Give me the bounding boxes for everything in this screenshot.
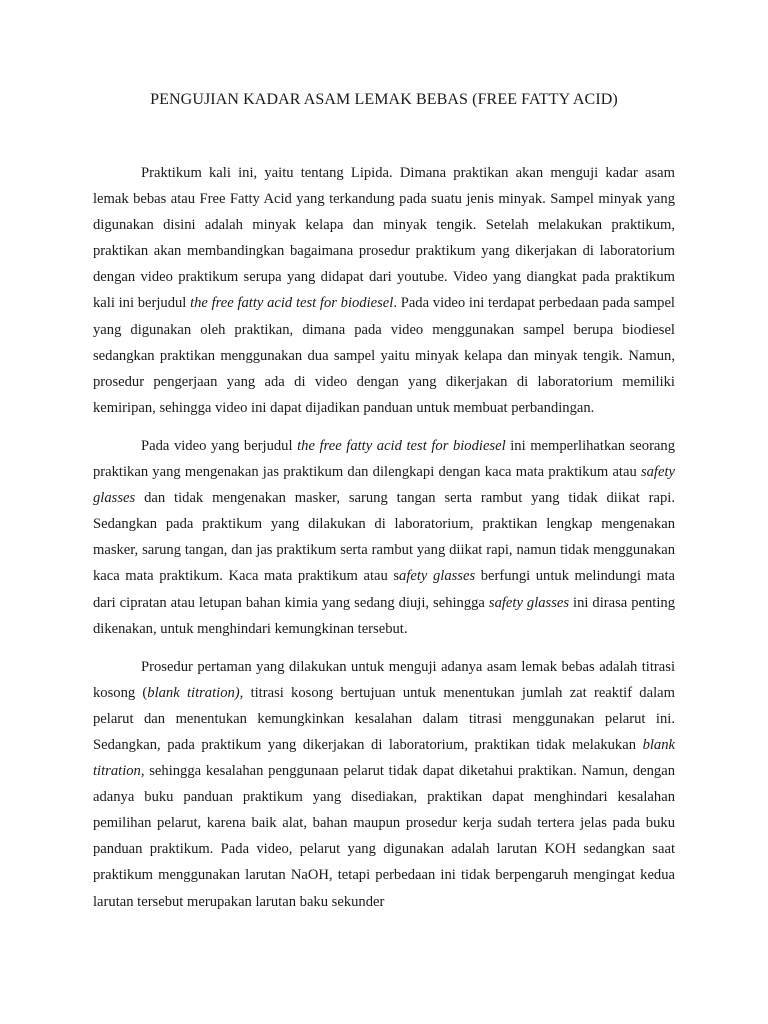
body-paragraph <box>93 654 675 915</box>
italic-text-run: safety glasses <box>488 594 570 611</box>
italic-text-run: afety glasses <box>399 568 476 585</box>
body-paragraph <box>93 433 675 642</box>
text-run: sehingga kesalahan penggunaan pelarut tidak dapat diketahui praktikan. Namun, dengan adanya buku panduan praktikum yang disediakan, praktikan dapat menghindari kesalahan pemilihan pelarut, karena baik alat, bahan maupun prosedur kerja sudah tertera jelas pada buku panduan praktikum. Pada video, pelarut yang digunakan adalah larutan KOH sedangkan saat praktikum menggunakan larutan NaOH, tetapi perbedaan ini tidak berpengaruh mengingat kedua larutan tersebut merupakan larutan baku sekunder <box>93 763 675 910</box>
text-run: ini memperlihatkan seorang praktikan yang mengenakan jas praktikum dan dilengkapi dengan kaca mata praktikum atau <box>93 437 675 481</box>
italic-text-run: the free fatty acid test for biodiesel <box>297 437 506 454</box>
body-paragraph <box>93 160 675 421</box>
text-run: Praktikum kali ini, yaitu tentang Lipida. Dimana praktikan akan menguji kadar asam lemak bebas atau Free Fatty Acid yang terkandung pada suatu jenis minyak. Sampel minyak yang digunakan disini adalah minyak kelapa dan minyak tengik. Setelah melakukan praktikum, praktikan akan membandingkan bagaimana prosedur praktikum yang dikerjakan di laboratorium dengan video praktikum serupa yang didapat dari youtube. Video yang diangkat pada praktikum kali ini berjudul <box>93 165 675 312</box>
text-run: . Pada video ini terdapat perbedaan pada sampel yang digunakan oleh praktikan, dimana pada video menggunakan sampel berupa biodiesel sedangkan praktikan menggunakan dua sampel yaitu minyak kelapa dan minyak tengik. Namun, prosedur pengerjaan yang ada di video dengan yang dikerjakan di laboratorium memiliki kemiripan, sehingga video ini dapat dijadikan panduan untuk membuat perbandingan. <box>93 295 675 416</box>
italic-text-run: blank titration), <box>147 684 244 701</box>
text-run: Prosedur pertaman yang dilakukan untuk menguji adanya asam lemak bebas adalah titrasi kosong ( <box>93 658 675 701</box>
italic-text-run: blank titration, <box>93 736 675 780</box>
text-run: titrasi kosong bertujuan untuk menentukan jumlah zat reaktif dalam pelarut dan menentukan kemungkinkan kesalahan dalam titrasi menggunakan pelarut ini. Sedangkan, pada praktikum yang dikerjakan di laboratorium, praktikan tidak melakukan <box>93 684 675 753</box>
document-page <box>93 88 675 927</box>
italic-text-run: safety glasses <box>93 464 675 507</box>
italic-text-run: the free fatty acid test for biodiesel <box>190 295 394 312</box>
page-title: PENGUJIAN KADAR ASAM LEMAK BEBAS (FREE FATTY ACID) <box>150 91 618 108</box>
text-run: berfungi untuk melindungi mata dari cipratan atau letupan bahan kimia yang sedang diuji, sehingga <box>93 568 675 611</box>
document-body <box>93 160 675 915</box>
text-run: Pada video yang berjudul <box>141 437 298 454</box>
text-run: ini dirasa penting dikenakan, untuk menghindari kemungkinan tersebut. <box>93 594 675 637</box>
text-run: dan tidak mengenakan masker, sarung tangan serta rambut yang tidak diikat rapi. Sedangkan pada praktikum yang dilakukan di laboratorium, praktikan lengkap mengenakan masker, sarung tangan, dan jas praktikum serta rambut yang diikat rapi, namun tidak menggunakan kaca mata praktikum. Kaca mata praktikum atau s <box>93 490 675 585</box>
